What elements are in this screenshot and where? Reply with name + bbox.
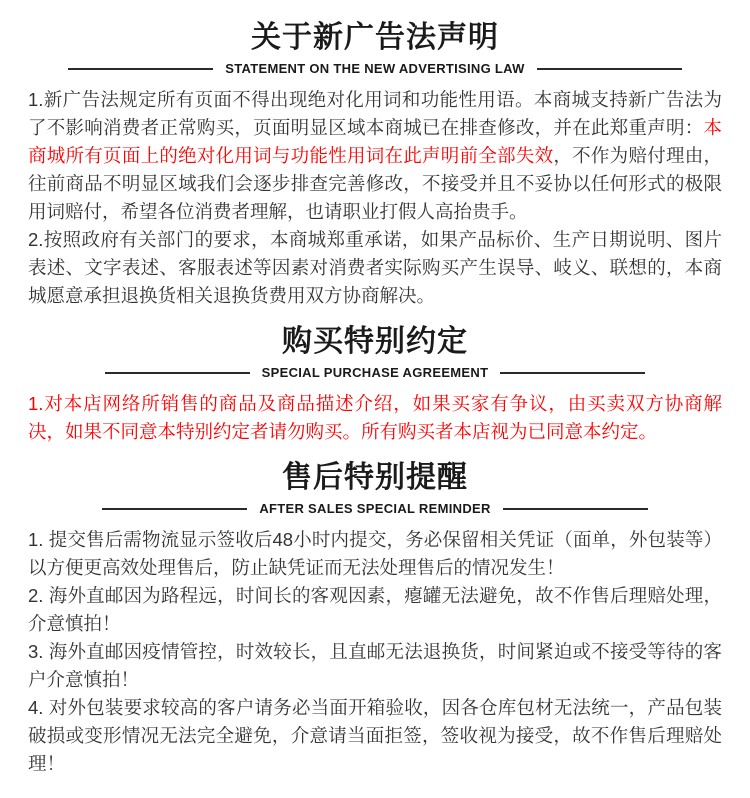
text-run-emphasis: 本商城所有页面上的绝对化用词与功能性用词在此声明前全部失效 [28,117,722,166]
section-subtitle [28,365,722,380]
text-run: 1.新广告法规定所有页面不得出现绝对化用词和功能性用语。本商城支持新广告法为了不影响消费者正常购买，页面明显区域本商城已在排查修改，并在此郑重声明： [28,89,722,138]
subtitle-rule-right [500,372,645,374]
section-body [28,526,722,778]
section-title: 关于新广告法声明 [251,21,499,54]
paragraph [28,526,722,582]
section-advertising-law [28,18,722,310]
section-title: 购买特别约定 [282,325,468,358]
text-run: 3. 海外直邮因疫情管控，时效较长，且直邮无法退换货，时间紧迫或不接受等待的客户介意慎拍！ [28,641,722,690]
paragraph [28,86,722,226]
text-run: 2. 海外直邮因为路程远，时间长的客观因素，瘪罐无法避免，故不作售后理赔处理，介意慎拍！ [28,585,722,634]
text-run-emphasis: 1.对本店网络所销售的商品及商品描述介绍，如果买家有争议，由买卖双方协商解决，如果不同意本特别约定者请勿购买。所有购买者本店视为已同意本约定。 [28,393,722,442]
text-run: ，不作为赔付理由，往前商品不明显区域我们会逐步排查完善修改，不接受并且不妥协以任何形式的极限用词赔付，希望各位消费者理解，也请职业打假人高抬贵手。 [28,145,722,222]
paragraph [28,638,722,694]
subtitle-rule-left [102,508,247,510]
text-run: 1. 提交售后需物流显示签收后48小时内提交，务必保留相关凭证（面单，外包装等）以方便更高效处理售后，防止缺凭证而无法处理售后的情况发生！ [28,529,722,578]
paragraph [28,694,722,778]
paragraph [28,226,722,310]
text-run: 4. 对外包装要求较高的客户请务必当面开箱验收，因各仓库包材无法统一，产品包装破损或变形情况无法完全避免，介意请当面拒签，签收视为接受，故不作售后理赔处理！ [28,697,722,774]
text-run: 2.按照政府有关部门的要求，本商城郑重承诺，如果产品标价、生产日期说明、图片表述、文字表述、客服表述等因素对消费者实际购买产生误导、岐义、联想的，本商城愿意承担退换货相关退换货费用双方协商解决。 [28,229,722,306]
section-subtitle [28,501,722,516]
subtitle-rule-right [503,508,648,510]
subtitle-rule-left [105,372,250,374]
section-subtitle-text: SPECIAL PURCHASE AGREEMENT [261,365,489,380]
section-subtitle-text: AFTER SALES SPECIAL REMINDER [259,501,491,516]
subtitle-rule-right [537,68,682,70]
section-after-sales-reminder [28,458,722,778]
section-body [28,390,722,446]
section-subtitle [28,61,722,76]
section-body [28,86,722,310]
paragraph [28,582,722,638]
section-subtitle-text: STATEMENT ON THE NEW ADVERTISING LAW [225,61,525,76]
subtitle-rule-left [68,68,213,70]
section-purchase-agreement [28,322,722,446]
section-title: 售后特别提醒 [282,461,468,494]
paragraph [28,390,722,446]
